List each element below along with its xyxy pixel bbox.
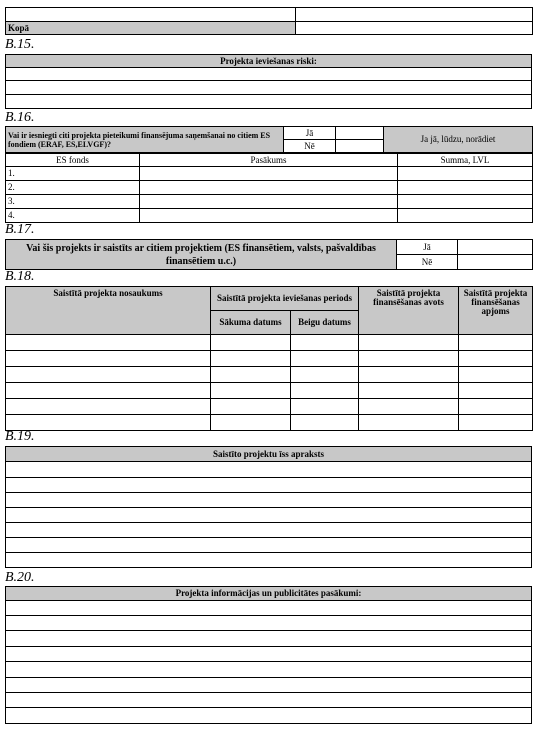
b16-question-table <box>5 126 533 153</box>
b18-cell[interactable] <box>359 351 459 367</box>
b16-col-fund: ES fonds <box>6 154 140 167</box>
b18-col-period: Saistītā projekta ieviešanas periods <box>211 287 359 311</box>
b19-row[interactable] <box>6 523 532 538</box>
section-label-b18: B.18. <box>5 269 35 284</box>
b18-table <box>5 286 533 431</box>
b18-col-amount: Saistītā projekta finansēšanas apjoms <box>459 287 533 335</box>
b18-col-start: Sākuma datums <box>211 311 291 335</box>
b20-row[interactable] <box>6 631 532 647</box>
b18-cell[interactable] <box>459 351 533 367</box>
b18-cell[interactable] <box>459 335 533 351</box>
b19-row[interactable] <box>6 478 532 493</box>
b19-row[interactable] <box>6 493 532 508</box>
b16-sum-field[interactable] <box>398 181 533 195</box>
total-label: Kopā <box>6 22 296 35</box>
b18-cell[interactable] <box>459 415 533 431</box>
b20-row[interactable] <box>6 693 532 708</box>
b16-yes-field[interactable] <box>336 127 384 140</box>
b16-activity-field[interactable] <box>140 167 398 181</box>
b17-table <box>5 239 533 270</box>
b19-row[interactable] <box>6 462 532 478</box>
b18-cell[interactable] <box>291 351 359 367</box>
b18-cell[interactable] <box>211 399 291 415</box>
b16-if-yes: Ja jā, lūdzu, norādiet <box>384 127 533 153</box>
b20-row[interactable] <box>6 708 532 724</box>
b18-col-name: Saistītā projekta nosaukums <box>6 287 211 335</box>
b18-col-source: Saistītā projekta finansēšanas avots <box>359 287 459 335</box>
b17-no-label: Nē <box>397 255 458 270</box>
b18-cell[interactable] <box>6 415 211 431</box>
b18-cell[interactable] <box>459 399 533 415</box>
b18-cell[interactable] <box>291 383 359 399</box>
b18-cell[interactable] <box>211 415 291 431</box>
b16-activity-field[interactable] <box>140 209 398 223</box>
b16-activity-field[interactable] <box>140 195 398 209</box>
b16-col-activity: Pasākums <box>140 154 398 167</box>
top-table <box>5 7 533 35</box>
b20-table <box>5 586 532 724</box>
b16-activity-field[interactable] <box>140 181 398 195</box>
b19-row[interactable] <box>6 538 532 553</box>
b18-cell[interactable] <box>211 383 291 399</box>
b18-cell[interactable] <box>6 367 211 383</box>
top-cell[interactable] <box>6 8 296 22</box>
b17-no-field[interactable] <box>458 255 533 270</box>
b18-cell[interactable] <box>6 399 211 415</box>
b20-row[interactable] <box>6 616 532 631</box>
b16-row-number: 3. <box>6 195 140 209</box>
total-value-field[interactable] <box>296 22 533 35</box>
section-label-b15: B.15. <box>5 37 35 52</box>
b18-cell[interactable] <box>359 415 459 431</box>
b18-cell[interactable] <box>6 383 211 399</box>
b20-row[interactable] <box>6 647 532 662</box>
b20-row[interactable] <box>6 601 532 616</box>
b16-yes-label: Jā <box>284 127 336 140</box>
b17-question: Vai šis projekts ir saistīts ar citiem projektiem (ES finansētiem, valsts, pašvaldības finansētiem u.c.) <box>6 240 397 270</box>
b16-row-number: 1. <box>6 167 140 181</box>
b16-col-sum: Summa, LVL <box>398 154 533 167</box>
b18-cell[interactable] <box>211 335 291 351</box>
b16-sum-field[interactable] <box>398 195 533 209</box>
b19-row[interactable] <box>6 553 532 568</box>
b16-row-number: 4. <box>6 209 140 223</box>
b18-cell[interactable] <box>211 351 291 367</box>
b16-sum-field[interactable] <box>398 167 533 181</box>
b18-cell[interactable] <box>359 399 459 415</box>
b15-row[interactable] <box>6 81 532 95</box>
b18-cell[interactable] <box>291 367 359 383</box>
b16-question: Vai ir iesniegti citi projekta pieteikumi finansējuma saņemšanai no citiem ES fondiem (ERAF, ES,ELVGF)? <box>6 127 284 153</box>
b19-row[interactable] <box>6 508 532 523</box>
b16-row-number: 2. <box>6 181 140 195</box>
section-label-b19: B.19. <box>5 429 35 444</box>
b18-cell[interactable] <box>359 383 459 399</box>
b15-row[interactable] <box>6 68 532 81</box>
b18-cell[interactable] <box>211 367 291 383</box>
b15-row[interactable] <box>6 95 532 109</box>
b20-header: Projekta informācijas un publicitātes pasākumi: <box>6 587 532 601</box>
b20-row[interactable] <box>6 678 532 693</box>
b18-cell[interactable] <box>291 335 359 351</box>
top-cell[interactable] <box>296 8 533 22</box>
b18-cell[interactable] <box>291 415 359 431</box>
b20-row[interactable] <box>6 662 532 678</box>
b18-cell[interactable] <box>6 335 211 351</box>
b16-no-label: Nē <box>284 140 336 153</box>
section-label-b16: B.16. <box>5 110 35 125</box>
b15-header: Projekta ieviešanas riski: <box>6 55 532 68</box>
b16-sum-field[interactable] <box>398 209 533 223</box>
b16-funds-table <box>5 153 533 223</box>
b18-cell[interactable] <box>6 351 211 367</box>
b18-cell[interactable] <box>459 367 533 383</box>
b18-cell[interactable] <box>359 367 459 383</box>
b18-cell[interactable] <box>291 399 359 415</box>
b19-table <box>5 446 532 568</box>
b19-header: Saistīto projektu īss apraksts <box>6 447 532 462</box>
b16-no-field[interactable] <box>336 140 384 153</box>
b15-table <box>5 54 532 109</box>
b17-yes-label: Jā <box>397 240 458 255</box>
section-label-b20: B.20. <box>5 570 35 585</box>
b17-yes-field[interactable] <box>458 240 533 255</box>
section-label-b17: B.17. <box>5 222 35 237</box>
b18-col-end: Beigu datums <box>291 311 359 335</box>
b18-cell[interactable] <box>459 383 533 399</box>
b18-cell[interactable] <box>359 335 459 351</box>
